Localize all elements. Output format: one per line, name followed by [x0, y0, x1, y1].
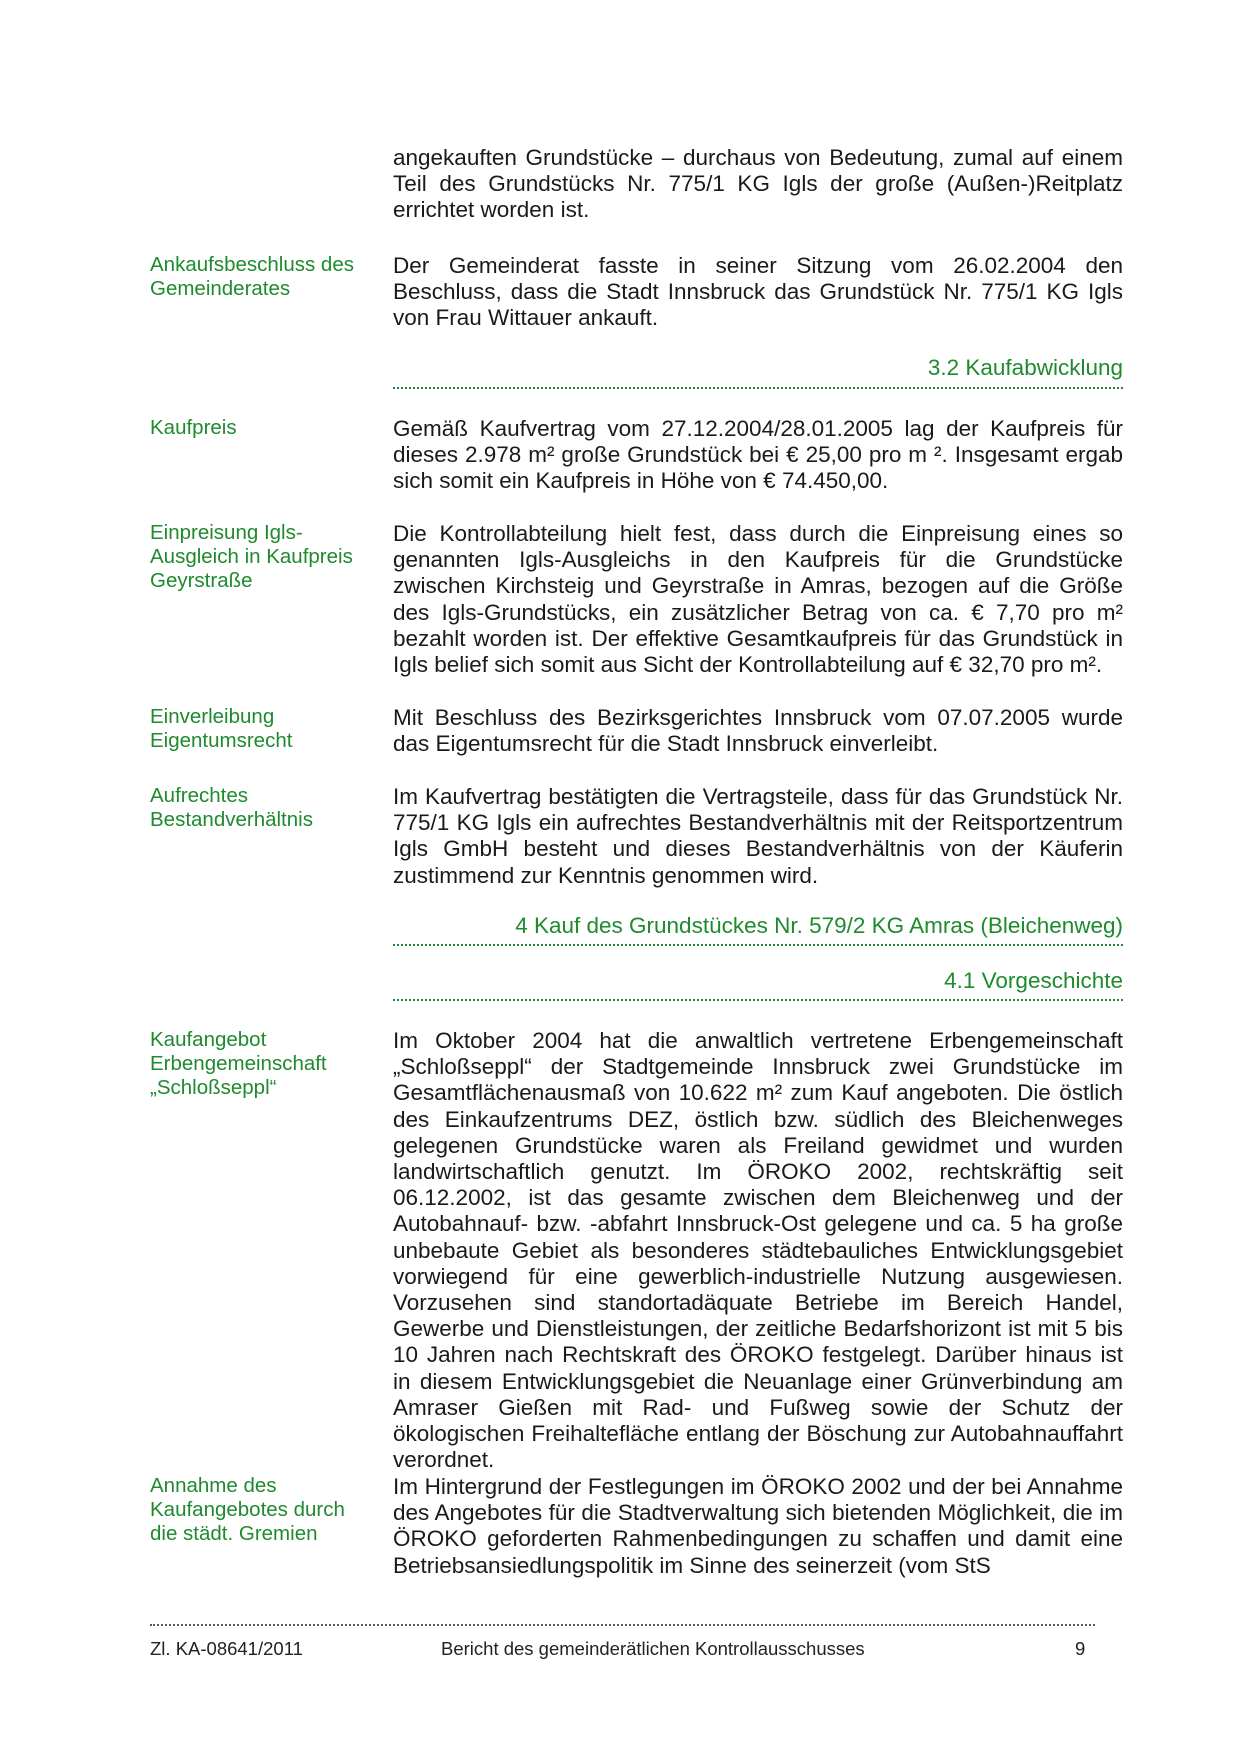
footer-reference: Zl. KA-08641/2011 — [150, 1638, 303, 1659]
heading-rule — [393, 999, 1123, 1001]
paragraph-intro: angekauften Grundstücke – durchaus von Bedeutung, zumal auf einem Teil des Grundstücks Nr. 775/1 KG Igls der große (Außen-)Reitplatz errichtet worden ist. — [393, 145, 1123, 223]
section-heading-4: 4 Kauf des Grundstückes Nr. 579/2 KG Amras (Bleichenweg) — [515, 913, 1123, 938]
paragraph-ankaufsbeschluss: Der Gemeinderat fasste in seiner Sitzung vom 26.02.2004 den Beschluss, dass die Stadt Innsbruck das Grundstück Nr. 775/1 KG Igls von Frau Wittauer ankauft. — [393, 253, 1123, 331]
sidenote-einpreisung: Einpreisung Igls-Ausgleich in Kaufpreis Geyrstraße — [150, 521, 353, 592]
paragraph-kaufangebot: Im Oktober 2004 hat die anwaltlich vertretene Erbengemeinschaft „Schloßseppl“ der Stadtgemeinde Innsbruck zwei Grundstücke im Gesamtflächenausmaß von 10.622 m² zum Kauf angeboten. Die östlich des Einkaufzentrums DEZ, östlich bzw. südlich des Bleichenweges gelegenen Grundstücke waren als Freiland gewidmet und wurden landwirtschaftlich genutzt. Im ÖROKO 2002, rechtskräftig seit 06.12.2002, ist das gesamte zwischen dem Bleichenweg und der Autobahnauf- bzw. -abfahrt Innsbruck-Ost gelegene und ca. 5 ha große unbebaute Gebiet als besonderes städtebauliches Entwicklungsgebiet vorwiegend für eine gewerblich-industrielle Nutzung ausgewiesen. Vorzusehen sind standortadäquate Betriebe im Bereich Handel, Gewerbe und Dienstleistungen, der zeitliche Bedarfshorizont ist mit 5 bis 10 Jahren nach Rechtskraft des ÖROKO festgelegt. Darüber hinaus ist in diesem Entwicklungsgebiet die Neuanlage einer Grünverbindung am Amraser Gießen mit Rad- und Fußweg sowie der Schutz der ökologischen Freihaltefläche entlang der Böschung zur Autobahnauffahrt verordnet. — [393, 1028, 1123, 1473]
footer-page-number: 9 — [1075, 1638, 1086, 1659]
sidenote-kaufpreis: Kaufpreis — [150, 416, 237, 439]
sidenote-bestandverhaeltnis: Aufrechtes Bestandverhältnis — [150, 784, 313, 831]
paragraph-einpreisung: Die Kontrollabteilung hielt fest, dass durch die Einpreisung eines so genannten Igls-Ausgleichs in den Kaufpreis für die Grundstücke zwischen Kirchsteig und Geyrstraße in Amras, bezogen auf die Größe des Igls-Grundstücks, ein zusätzlicher Betrag von ca. € 7,70 pro m² bezahlt worden ist. Der effektive Gesamtkaufpreis für das Grundstück in Igls belief sich somit aus Sicht der Kontrollabteilung auf € 32,70 pro m². — [393, 521, 1123, 678]
footer-title: Bericht des gemeinderätlichen Kontrollausschusses — [441, 1638, 865, 1659]
paragraph-annahme: Im Hintergrund der Festlegungen im ÖROKO 2002 und der bei Annahme des Angebotes für die Stadtverwaltung sich bietenden Möglichkeit, die im ÖROKO geforderten Rahmenbedingungen zu schaffen und damit eine Betriebsansiedlungspolitik im Sinne des seinerzeit (vom StS — [393, 1474, 1123, 1578]
sidenote-einverleibung: Einverleibung Eigentumsrecht — [150, 705, 293, 752]
paragraph-kaufpreis: Gemäß Kaufvertrag vom 27.12.2004/28.01.2005 lag der Kaufpreis für dieses 2.978 m² große Grundstück bei € 25,00 pro m ². Insgesamt ergab sich somit ein Kaufpreis in Höhe von € 74.450,00. — [393, 416, 1123, 494]
section-heading-3-2: 3.2 Kaufabwicklung — [927, 355, 1123, 380]
paragraph-einverleibung: Mit Beschluss des Bezirksgerichtes Innsbruck vom 07.07.2005 wurde das Eigentumsrecht für die Stadt Innsbruck einverleibt. — [393, 705, 1123, 757]
heading-rule — [393, 944, 1123, 946]
sidenote-annahme: Annahme des Kaufangebotes durch die städt. Gremien — [150, 1474, 345, 1545]
paragraph-bestandverhaeltnis: Im Kaufvertrag bestätigten die Vertragsteile, dass für das Grundstück Nr. 775/1 KG Igls ein aufrechtes Bestandverhältnis mit der Reitsportzentrum Igls GmbH besteht und dieses Bestandverhältnis von der Käuferin zustimmend zur Kenntnis genommen wird. — [393, 784, 1123, 888]
heading-rule — [393, 387, 1123, 389]
sidenote-ankaufsbeschluss: Ankaufsbeschluss des Gemeinderates — [150, 253, 354, 300]
footer-rule — [150, 1624, 1095, 1626]
sidenote-kaufangebot: Kaufangebot Erbengemeinschaft „Schloßseppl“ — [150, 1028, 327, 1099]
section-heading-4-1: 4.1 Vorgeschichte — [944, 968, 1123, 993]
